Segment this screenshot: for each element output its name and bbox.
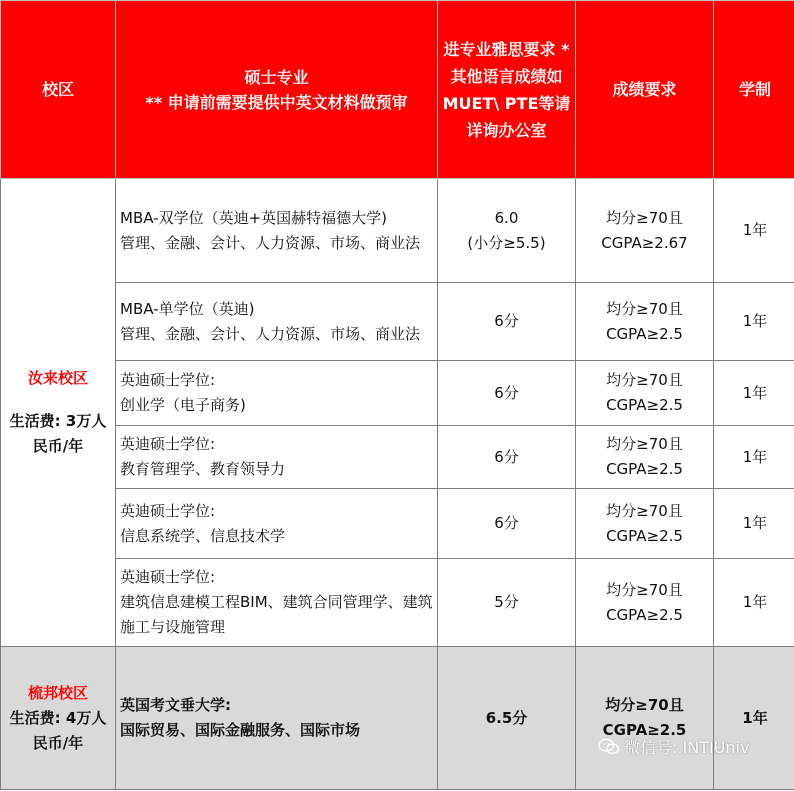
major-title: 英迪硕士学位: xyxy=(120,568,216,586)
major-fields: 建筑信息建模工程BIM、建筑合同管理学、建筑施工与设施管理 xyxy=(120,593,433,636)
header-ielts: 进专业雅思要求 *其他语言成绩如MUET\ PTE等请详询办公室 xyxy=(438,1,576,179)
table-row xyxy=(1,426,794,489)
table-row xyxy=(1,361,794,426)
grade-cell xyxy=(576,426,714,489)
major-fields: 管理、金融、会计、人力资源、市场、商业法 xyxy=(120,324,421,343)
duration-cell: 1年 xyxy=(714,647,794,790)
table-row xyxy=(1,489,794,559)
major-cell xyxy=(116,283,438,361)
major-cell xyxy=(116,426,438,489)
grade-cell xyxy=(576,559,714,647)
major-title: MBA-双学位（英迪+英国赫特福德大学) xyxy=(120,208,387,227)
living-cost: 生活费: 3万人民币/年 xyxy=(9,412,107,455)
duration-cell: 1年 xyxy=(714,179,794,283)
major-cell xyxy=(116,361,438,426)
major-title: MBA-单学位（英迪) xyxy=(120,299,255,318)
duration-cell: 1年 xyxy=(714,361,794,426)
header-grade: 成绩要求 xyxy=(576,1,714,179)
grade-line2: CGPA≥2.5 xyxy=(606,605,683,624)
ielts-sub: (小分≥5.5) xyxy=(467,233,546,252)
grade-cell xyxy=(576,179,714,283)
major-title: 英迪硕士学位: xyxy=(120,435,216,453)
ielts-cell: 6.5分 xyxy=(438,647,576,790)
grade-cell xyxy=(576,361,714,426)
grade-cell xyxy=(576,647,714,790)
duration-cell: 1年 xyxy=(714,426,794,489)
duration-cell: 1年 xyxy=(714,489,794,559)
campus-cell xyxy=(1,179,116,647)
ielts-value: 6.0 xyxy=(494,208,519,227)
ielts-cell: 6分 xyxy=(438,489,576,559)
duration-cell: 1年 xyxy=(714,559,794,647)
major-title: 英国考文垂大学: xyxy=(120,696,231,714)
grade-line1: 均分≥70且 xyxy=(606,208,683,227)
major-cell xyxy=(116,559,438,647)
header-major xyxy=(116,1,438,179)
campus-name: 梳邦校区 xyxy=(27,683,88,702)
grade-cell xyxy=(576,283,714,361)
grade-line1: 均分≥70且 xyxy=(606,435,683,453)
campus-cell xyxy=(1,647,116,790)
grade-line2: CGPA≥2.5 xyxy=(606,460,683,478)
major-cell xyxy=(116,179,438,283)
watermark xyxy=(598,735,749,758)
ielts-cell xyxy=(438,179,576,283)
header-major-title: 硕士专业 xyxy=(244,67,309,87)
major-fields: 国际贸易、国际金融服务、国际市场 xyxy=(120,721,361,739)
table-row xyxy=(1,559,794,647)
grade-line2: CGPA≥2.5 xyxy=(606,526,683,545)
campus-name: 汝来校区 xyxy=(27,369,88,387)
grade-line2: CGPA≥2.5 xyxy=(606,396,683,414)
grade-line1: 均分≥70且 xyxy=(606,299,683,318)
grade-line2: CGPA≥2.5 xyxy=(606,324,683,343)
major-title: 英迪硕士学位: xyxy=(120,501,216,520)
grade-line2: CGPA≥2.5 xyxy=(602,721,687,739)
grade-line1: 均分≥70且 xyxy=(605,696,684,714)
major-fields: 创业学（电子商务) xyxy=(120,396,246,414)
ielts-cell: 5分 xyxy=(438,559,576,647)
major-fields: 信息系统学、信息技术学 xyxy=(120,526,286,545)
ielts-cell: 6分 xyxy=(438,361,576,426)
living-cost: 生活费: 4万人民币/年 xyxy=(9,708,107,752)
duration-cell: 1年 xyxy=(714,283,794,361)
header-campus: 校区 xyxy=(1,1,116,179)
header-duration: 学制 xyxy=(714,1,794,179)
grade-cell xyxy=(576,489,714,559)
ielts-cell: 6分 xyxy=(438,283,576,361)
table-row xyxy=(1,647,794,790)
ielts-cell: 6分 xyxy=(438,426,576,489)
table-row xyxy=(1,179,794,283)
header-row xyxy=(1,1,794,179)
watermark-text: 微信号: INTIUniv xyxy=(624,738,750,757)
major-fields: 管理、金融、会计、人力资源、市场、商业法 xyxy=(120,233,421,252)
table-row xyxy=(1,283,794,361)
major-fields: 教育管理学、教育领导力 xyxy=(120,460,286,478)
major-title: 英迪硕士学位: xyxy=(120,371,216,389)
grade-line2: CGPA≥2.67 xyxy=(601,233,688,252)
wechat-icon xyxy=(598,738,620,756)
grade-line1: 均分≥70且 xyxy=(606,501,683,520)
major-cell xyxy=(116,489,438,559)
major-cell xyxy=(116,647,438,790)
grade-line1: 均分≥70且 xyxy=(606,371,683,389)
header-major-note: ** 申请前需要提供中英文材料做预审 xyxy=(145,92,408,112)
grade-line1: 均分≥70且 xyxy=(606,580,683,599)
